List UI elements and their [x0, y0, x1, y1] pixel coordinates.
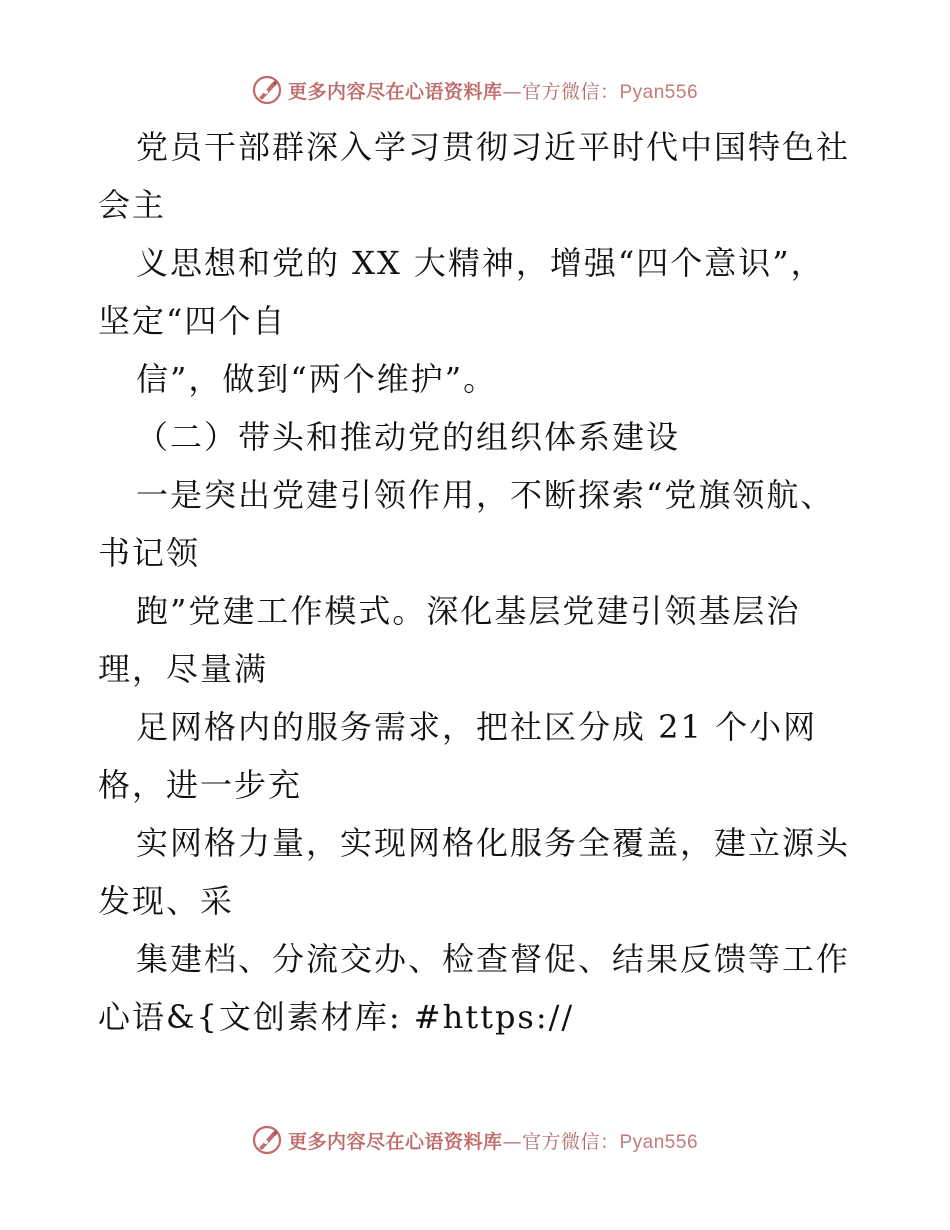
text-line: 一是突出党建引领作用，不断探索“党旗领航、: [136, 476, 835, 514]
watermark-dash: —: [502, 80, 522, 103]
text-line: 实网格力量，实现网格化服务全覆盖，建立源头: [136, 824, 851, 862]
watermark-text: [288, 1127, 698, 1154]
section-heading: （二）带头和推动党的组织体系建设: [136, 418, 681, 456]
text-line: 理，尽量满: [98, 650, 269, 688]
text-line: 足网格内的服务需求，把社区分成 21 个小网: [136, 708, 818, 746]
source-note-line: 心语&{文创素材库: #https://: [98, 998, 575, 1036]
text-line: 党员干部群深入学习贯彻习近平时代中国特色社: [136, 128, 851, 166]
watermark-wechat-label: 官方微信：: [521, 80, 620, 103]
text-line: 集建档、分流交办、检查督促、结果反馈等工作: [136, 940, 851, 978]
watermark-wechat-id: Pyan556: [619, 1131, 699, 1153]
text-line: 跑”党建工作模式。深化基层党建引领基层治: [136, 592, 801, 630]
text-line: 义思想和党的 XX 大精神，增强“四个意识”，: [136, 244, 825, 282]
quill-pen-logo-icon: [252, 75, 282, 105]
text-line: 发现、采: [98, 882, 235, 920]
watermark-brand: 更多内容尽在心语资料库: [287, 1130, 503, 1153]
quill-pen-logo-icon: [252, 1125, 282, 1155]
watermark-text: [288, 77, 698, 104]
text-line: 书记领: [98, 534, 201, 572]
text-line: 会主: [98, 186, 167, 224]
watermark-wechat-label: 官方微信：: [521, 1130, 620, 1153]
document-body: [98, 118, 898, 1046]
watermark-brand: 更多内容尽在心语资料库: [287, 80, 503, 103]
footer-watermark-banner: [0, 1120, 950, 1160]
watermark-wechat-id: Pyan556: [619, 81, 699, 103]
text-line: 坚定“四个自: [98, 302, 287, 340]
header-watermark-banner: [0, 70, 950, 110]
text-line: 格，进一步充: [98, 766, 303, 804]
text-line: 信”，做到“两个维护”。: [136, 360, 498, 398]
watermark-dash: —: [502, 1130, 522, 1153]
